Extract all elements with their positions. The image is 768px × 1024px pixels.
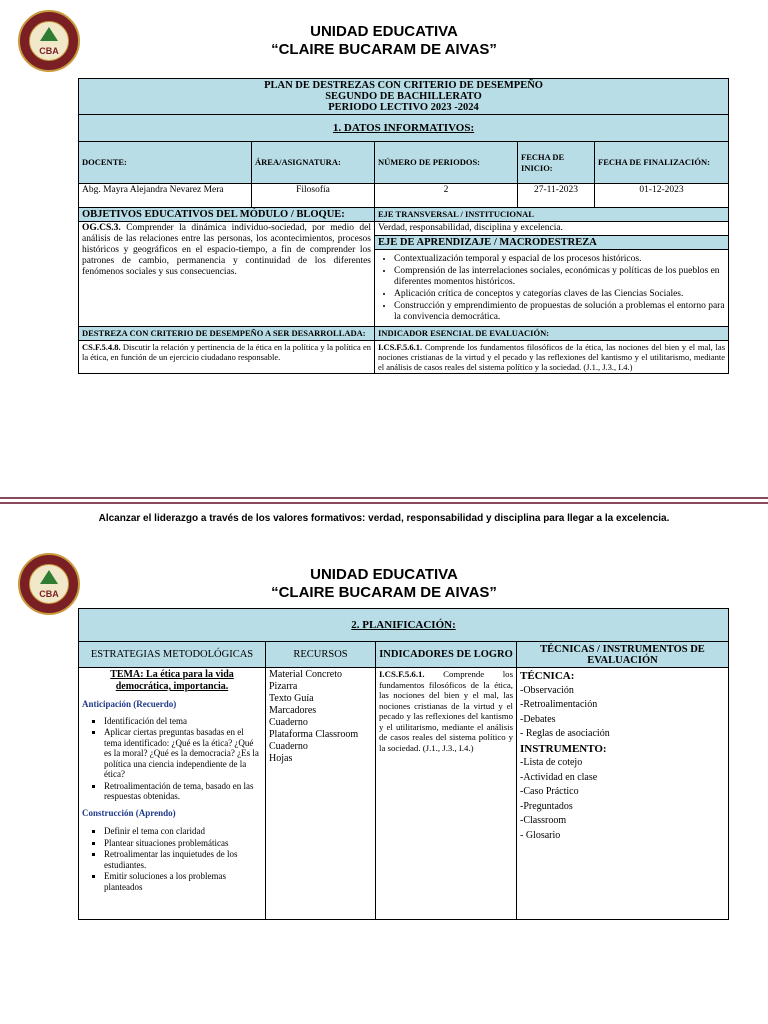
construccion-item: ▪ Emitir soluciones a los problemas planteados [104,871,262,892]
destreza-label: DESTREZA CON CRITERIO DE DESEMPEÑO A SER DESARROLLADA: [79,327,375,341]
anticipacion-list [82,716,262,802]
instrumento-item: -Classroom [520,815,567,826]
construccion-list [82,826,262,892]
objetivo-cell [79,222,375,327]
instrumento-item: - Glosario [520,829,561,841]
col-recursos: RECURSOS [266,642,376,668]
ind-code: I.CS.F.5.6.1. [379,669,425,679]
plan-grade: SEGUNDO DE BACHILLERATO [325,91,482,102]
instrumento-item: -Caso Práctico [520,786,579,797]
construccion-item: ▪ Plantear situaciones problemáticas [104,838,262,849]
destreza-cell [79,341,375,374]
col-fin: FECHA DE FINALIZACIÓN: [595,142,729,184]
tecnica-item: -Debates [520,713,556,725]
recurso-item: Cuaderno [269,717,308,728]
indicador-label: INDICADOR ESENCIAL DE EVALUACIÓN: [375,327,729,341]
school-title-line1: UNIDAD EDUCATIVA [310,23,458,40]
motto: Alcanzar el liderazgo a través de los valores formativos: verdad, responsabilidad y disciplina para llegar a la excelencia. [98,513,670,524]
recurso-item: Pizarra [269,681,298,692]
school-title [0,23,768,59]
tecnica-item: - Reglas de asociación [520,728,610,739]
plan-period: PERIODO LECTIVO 2023 -2024 [328,102,479,113]
school-title-page2 [0,566,768,602]
instrumento-item: -Actividad en clase [520,771,598,783]
eje-text: Verdad, responsabilidad, disciplina y excelencia. [375,222,729,236]
macro-item: • Aplicación crítica de conceptos y categorías claves de las Ciencias Sociales. [394,289,725,300]
recurso-item: Material Concreto [269,669,343,680]
page-divider-2 [0,502,768,504]
macro-list [378,254,725,323]
tecnica-label: TÉCNICA: [520,670,575,682]
recurso-item: Cuaderno [269,741,308,752]
recurso-item: Marcadores [269,705,317,716]
indicador-code: I.CS.F.5.6.1. [378,342,423,352]
recurso-item: Hojas [269,753,293,764]
destreza-code: CS.F.5.4.8. [82,342,121,352]
macro-item: • Comprensión de las interrelaciones sociales, económicas y políticas de los pueblos en diferentes momentos históricos. [394,266,725,288]
recurso-item: Texto Guía [269,693,314,704]
instrumento-label: INSTRUMENTO: [520,742,607,755]
anticipacion-heading: Anticipación (Recuerdo) [82,699,177,709]
col-area: ÁREA/ASIGNATURA: [252,142,375,184]
macro-label: EJE DE APRENDIZAJE / MACRODESTREZA [375,236,729,250]
school-title-line2: “CLAIRE BUCARAM DE AIVAS” [271,584,497,601]
construccion-heading: Construcción (Aprendo) [82,807,176,818]
objetivos-label: OBJETIVOS EDUCATIVOS DEL MÓDULO / BLOQUE: [79,208,375,222]
col-periodos: NÚMERO DE PERIODOS: [375,142,518,184]
planning-table [78,608,729,920]
anticipacion-item: ▪ Retroalimentación de tema, basado en las respuestas obtenidas. [104,781,262,802]
section-datos: 1. DATOS INFORMATIVOS: [79,115,729,142]
tema: TEMA: La ética para la vida democrática, importancia. [110,669,234,692]
section-planificacion: 2. PLANIFICACIÓN: [79,609,729,642]
school-title-line1: UNIDAD EDUCATIVA [310,566,458,583]
plan-table [78,78,729,374]
recurso-item: Plataforma Classroom [269,729,359,740]
eje-label: EJE TRANSVERSAL / INSTITUCIONAL [375,208,729,222]
plan-title: PLAN DE DESTREZAS CON CRITERIO DE DESEMPEÑO [264,80,543,91]
col-estrategias: ESTRATEGIAS METODOLÓGICAS [79,642,266,668]
col-docente: DOCENTE: [79,142,252,184]
page-divider [0,497,768,499]
instrumento-item: -Lista de cotejo [520,757,583,768]
logo-text: CBA [39,589,59,599]
macro-item: • Contextualización temporal y espacial de los procesos históricos. [394,254,725,265]
objetivo-code: OG.CS.3. [82,223,121,233]
val-area: Filosofía [252,184,375,208]
tecnica-item: -Observación [520,684,574,696]
construccion-item: ▪ Retroalimentar las inquietudes de los estudiantes. [104,849,262,870]
logo-text: CBA [39,46,59,56]
val-fin: 01-12-2023 [595,184,729,208]
construccion-item: ▪ Definir el tema con claridad [104,826,262,837]
tecnica-item: -Retroalimentación [520,699,598,710]
anticipacion-item: ▪ Aplicar ciertas preguntas basadas en el tema identificado: ¿Qué es la ética? ¿Qué es la moral? ¿Qué es la democracia? ¿Es la política una ciencia independiente de la ética? [104,727,262,780]
col-inicio: FECHA DE INICIO: [518,142,595,184]
indicador-logro-cell [376,668,517,920]
indicador-text: Comprende los fundamentos filosóficos de la ética, las nociones del bien y el mal, las nociones cristianas de la virtud y el pecado y las reflexiones del kantismo y el utilitarismo, mediante el análisis de casos reales del sistema político y la sociedad. (J.1., J.3., I.4.) [378,342,726,372]
val-docente: Abg. Mayra Alejandra Nevarez Mera [79,184,252,208]
val-periodos: 2 [375,184,518,208]
instrumento-item: -Preguntados [520,800,573,812]
school-title-line2: “CLAIRE BUCARAM DE AIVAS” [271,41,497,58]
col-indicadores: INDICADORES DE LOGRO [376,642,517,668]
val-inicio: 27-11-2023 [518,184,595,208]
destreza-text: Discutir la relación y pertinencia de la ética en la política y la política en la ética, en función de un ejercicio ciudadano responsable. [82,342,371,362]
anticipacion-item: ▪ Identificación del tema [104,716,262,727]
macro-item: • Construcción y emprendimiento de propuestas de solución a problemas el entorno para la convivencia democrática. [394,301,725,323]
ind-text: Comprende los fundamentos filosóficos de la ética, las nociones del bien y el mal, las nociones cristianas de la virtud y el pecado y las reflexiones del kantismo y el utilitarismo, mediante el análisis de casos reales del sistema político y la sociedad. (J.1., J.3., I.4.) [379,669,513,753]
objetivo-text: Comprender la dinámica individuo-sociedad, por medio del análisis de las relaciones entre las personas, los acontecimientos, procesos históricos y geográficos en el espacio-tiempo, a fin de comprender los patrones de cambio, permanencia y continuidad de los diferentes fenómenos sociales y sus consecuencias. [82,223,371,277]
indicador-cell [375,341,729,374]
col-tecnicas: TÉCNICAS / INSTRUMENTOS DE EVALUACIÓN [517,642,729,668]
